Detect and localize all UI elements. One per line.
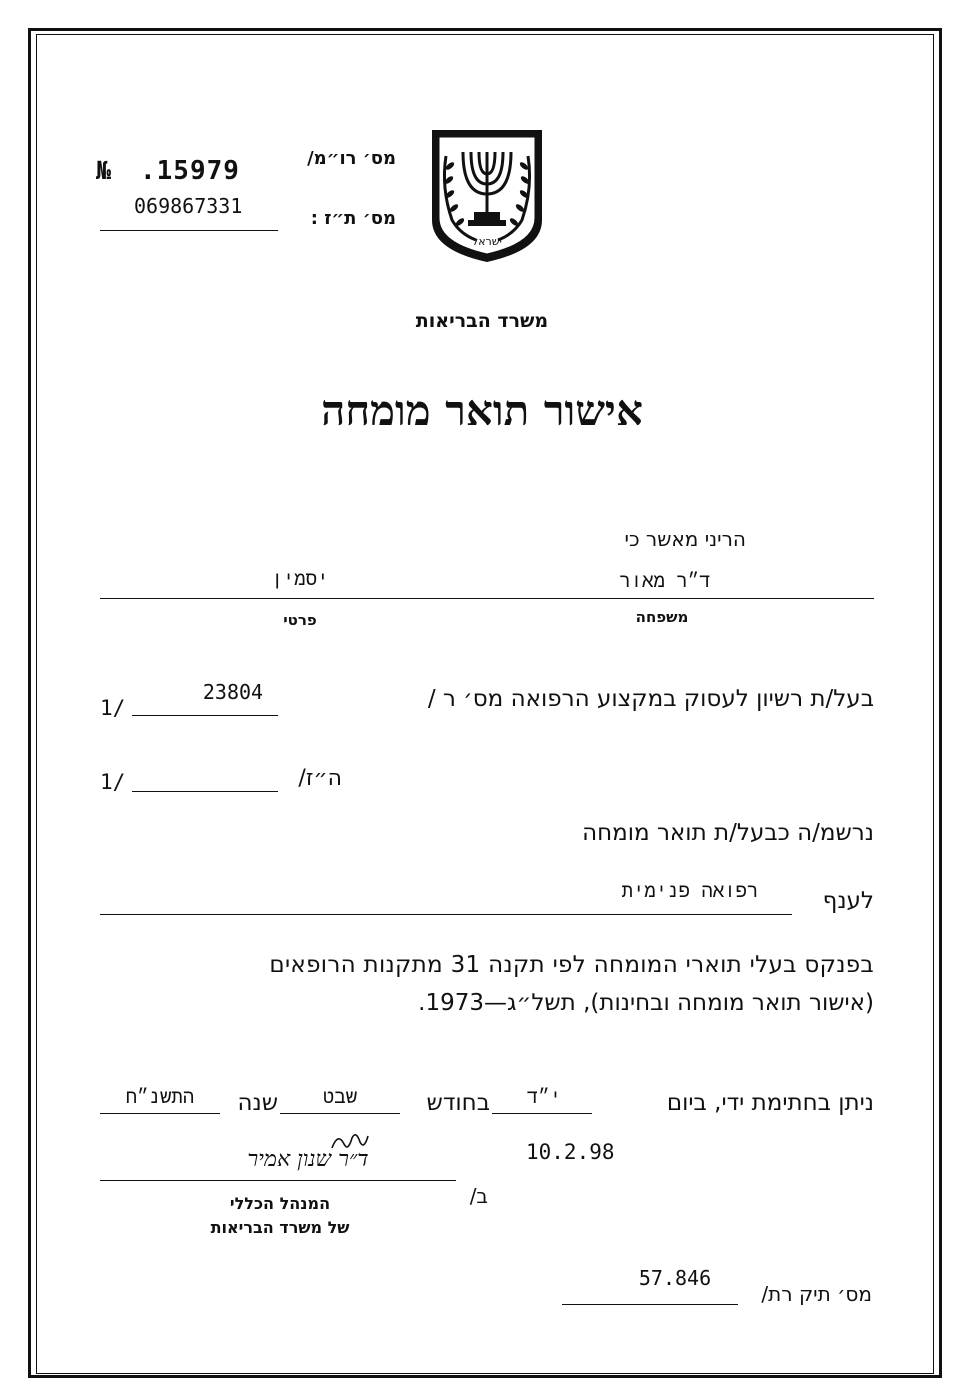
emblem-caption: ישראל — [471, 235, 503, 248]
month-value: שבט — [322, 1086, 358, 1108]
first-name-value: יסמין — [271, 568, 329, 590]
year-underline — [100, 1113, 220, 1114]
page-title: אישור תואר מומחה — [321, 386, 643, 435]
signature-underline — [100, 1180, 456, 1181]
family-label: משפחה — [635, 608, 689, 626]
license-number: 23804 — [202, 680, 264, 704]
day-value: י״ד — [526, 1086, 562, 1108]
id-label: מס׳ ת״ז : — [310, 208, 396, 229]
hz-label: ה״ז/ — [298, 766, 342, 791]
month-label: בחודש — [426, 1090, 490, 1116]
month-underline — [280, 1113, 400, 1114]
certify-text: הריני מאשר כי — [624, 527, 746, 551]
family-name-value: ד״ר מאור — [619, 570, 711, 592]
hz-suffix: 1/ — [100, 770, 126, 794]
director-title: המנהל הכללי — [229, 1194, 331, 1213]
director-ministry: של משרד הבריאות — [210, 1218, 350, 1237]
id-number: 069867331 — [134, 194, 243, 218]
branch-underline — [100, 914, 792, 915]
branch-label: לענף — [822, 888, 874, 914]
ministry-name: משרד הבריאות — [415, 310, 549, 332]
name-underline — [100, 598, 874, 599]
israel-emblem-icon — [430, 128, 544, 264]
file-underline — [562, 1304, 738, 1305]
year-value: התשנ״ח — [125, 1086, 195, 1108]
branch-value: רפואה פנימית — [621, 880, 759, 902]
file-value: 57.846 — [638, 1266, 712, 1290]
registered-text: נרשמ/ה כבעל/ת תואר מומחה — [582, 820, 874, 846]
year-label: שנה — [237, 1090, 278, 1116]
regulation-line-2: (אישור תואר מומחה ובחינות), תשל״ג—1973. — [418, 990, 874, 1016]
license-label: מס׳ רו״מ/ — [307, 148, 396, 169]
license-suffix: 1/ — [100, 696, 126, 720]
id-underline — [100, 230, 278, 231]
hz-underline — [132, 791, 278, 792]
serial-number: .15979 — [140, 156, 240, 186]
regulation-line-1: בפנקס בעלי תוארי המומחה לפי תקנה 31 מתקנות הרופאים — [269, 952, 874, 978]
day-underline — [492, 1113, 592, 1114]
signature-b-label: ב/ — [469, 1184, 488, 1208]
license-underline — [132, 715, 278, 716]
first-label: פרטי — [283, 611, 317, 629]
number-sign: № — [96, 156, 112, 185]
issued-text: ניתן בחתימת ידי, ביום — [666, 1090, 874, 1116]
license-text: בעל/ת רשיון לעסוק במקצוע הרפואה מס׳ ר / — [427, 686, 874, 712]
gregorian-date: 10.2.98 — [526, 1140, 615, 1164]
file-label: מס׳ תיק רת/ — [761, 1282, 872, 1306]
signature-handwriting: ד״ר שנון אמיר — [247, 1147, 369, 1172]
